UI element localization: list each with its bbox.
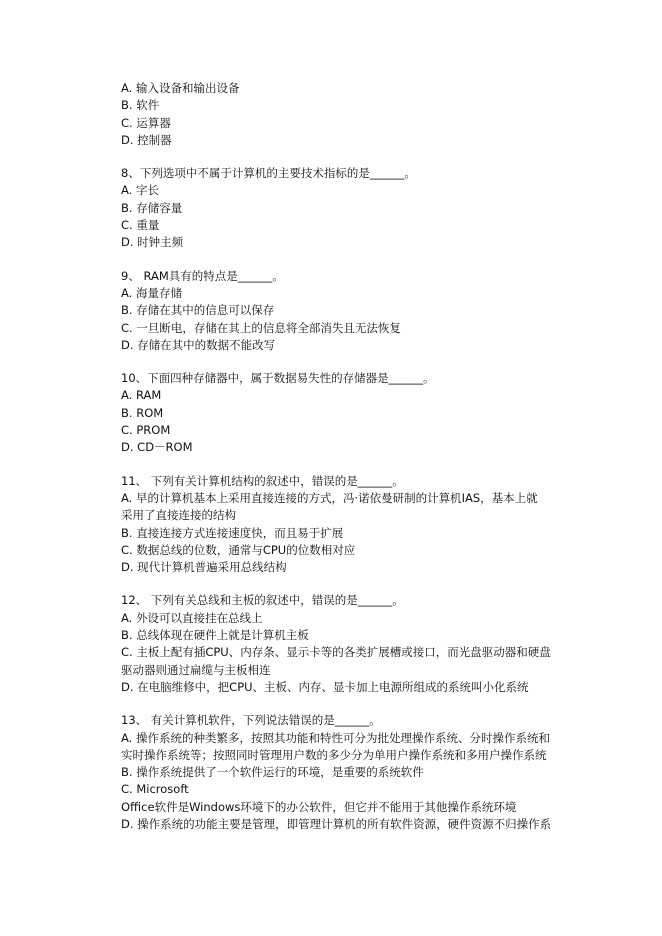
question-11: [121, 473, 571, 577]
option-d: D. 存储在其中的数据不能改写: [121, 337, 276, 352]
option-c: C. 主板上配有插CPU、内存条、显示卡等的各类扩展槽或接口，而光盘驱动器和硬盘: [121, 645, 551, 660]
option-b: B. 总线体现在硬件上就是计算机主板: [121, 628, 309, 643]
option-d: D. 时钟主频: [121, 235, 184, 250]
question-text: 8、下列选项中不属于计算机的主要技术指标的是______。: [121, 166, 416, 181]
document-page: [121, 80, 571, 849]
question-12: [121, 592, 571, 696]
question-text: 10、下面四种存储器中，属于数据易失性的存储器是______。: [121, 371, 435, 386]
option-c: C. 数据总线的位数，通常与CPU的位数相对应: [121, 542, 356, 557]
option-c: C. 一旦断电，存储在其上的信息将全部消失且无法恢复: [121, 320, 401, 335]
option-d: D. CD－ROM: [121, 440, 193, 455]
options-block-7: [121, 80, 571, 149]
option-c: C. 重量: [121, 218, 160, 233]
option-a: A. 操作系统的种类繁多，按照其功能和特性可分为批处理操作系统、分时操作系统和: [121, 730, 550, 745]
option-b: B. 直接连接方式连接速度快，而且易于扩展: [121, 525, 344, 540]
option-d: D. 控制器: [121, 132, 172, 147]
option-c: C. 运算器: [121, 115, 171, 130]
option-a: A. 输入设备和输出设备: [121, 81, 240, 95]
option-d: D. 现代计算机普遍采用总线结构: [121, 560, 287, 575]
option-b: B. 存储容量: [121, 200, 183, 215]
option-b: B. 存储在其中的信息可以保存: [121, 303, 275, 318]
option-a-continued: 实时操作系统等；按照同时管理用户数的多少分为单用户操作系统和多用户操作系统: [121, 747, 547, 762]
question-13: [121, 712, 571, 833]
option-a: A. RAM: [121, 388, 162, 403]
option-a: A. 外设可以直接挂在总线上: [121, 610, 263, 625]
option-b: B. 操作系统提供了一个软件运行的环境，是重要的系统软件: [121, 765, 424, 780]
question-10: [121, 370, 571, 456]
question-text: 9、 RAM具有的特点是______。: [121, 268, 284, 283]
question-text: 12、 下列有关总线和主板的叙述中，错误的是______。: [121, 593, 404, 608]
option-a-continued: 采用了直接连接的结构: [121, 508, 236, 523]
option-b: B. ROM: [121, 405, 164, 420]
option-c-continued: 驱动器则通过扁缆与主板相连: [121, 662, 271, 677]
question-text: 13、 有关计算机软件，下列说法错误的是______。: [121, 713, 381, 728]
option-a: A. 早的计算机基本上采用直接连接的方式，冯·诺依曼研制的计算机IAS，基本上就: [121, 490, 538, 505]
option-d: D. 操作系统的功能主要是管理，即管理计算机的所有软件资源，硬件资源不归操作系: [121, 816, 552, 831]
option-c: C. PROM: [121, 423, 171, 438]
question-text: 11、 下列有关计算机结构的叙述中，错误的是______。: [121, 473, 404, 488]
option-a: A. 海量存储: [121, 285, 182, 300]
option-a: A. 字长: [121, 183, 159, 198]
option-c-continued: Office软件是Windows环境下的办公软件，但它并不能用于其他操作系统环境: [121, 799, 517, 814]
option-c: C. Microsoft: [121, 782, 189, 797]
question-9: [121, 268, 571, 354]
option-b: B. 软件: [121, 98, 160, 113]
question-8: [121, 165, 571, 251]
option-d: D. 在电脑维修中，把CPU、主板、内存、显卡加上电源所组成的系统叫小化系统: [121, 679, 529, 694]
